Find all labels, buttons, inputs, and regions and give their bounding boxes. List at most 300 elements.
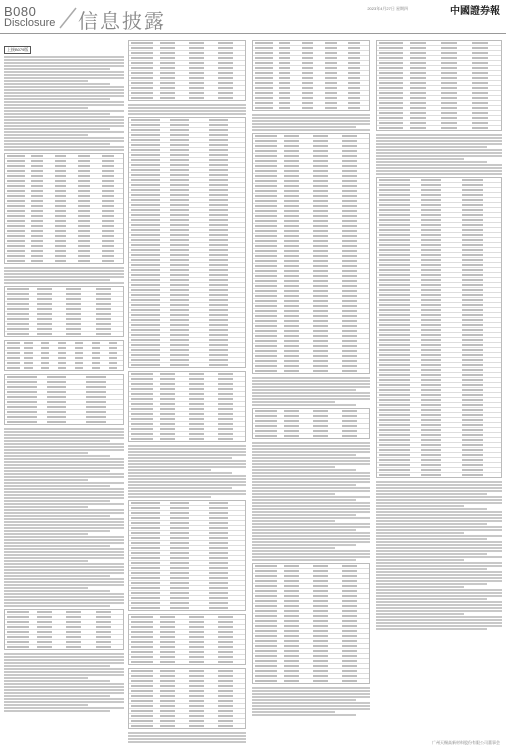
text-line (128, 478, 246, 480)
table-cell (209, 224, 228, 226)
table-cell (218, 393, 233, 395)
text-line (4, 128, 110, 130)
text-line (4, 659, 124, 661)
text-line (252, 553, 370, 555)
text-line (376, 610, 502, 612)
table-cell (218, 62, 233, 64)
table-cell (284, 655, 299, 657)
table-cell (284, 265, 299, 267)
table-cell (313, 570, 328, 572)
table-cell (7, 396, 37, 398)
table-cell (218, 413, 233, 415)
table-cell (313, 280, 328, 282)
table-cell (325, 107, 337, 109)
table-cell (472, 62, 488, 64)
table-cell (348, 57, 360, 59)
table-cell (131, 547, 160, 549)
table-cell (209, 269, 228, 271)
table-cell (218, 92, 233, 94)
table-cell (313, 155, 328, 157)
table-cell (313, 150, 328, 152)
table-cell (209, 567, 228, 569)
table-cell (421, 224, 442, 226)
table-cell (7, 367, 20, 369)
table-cell (218, 725, 233, 727)
table-cell (131, 324, 160, 326)
text-line (376, 553, 487, 555)
table-cell (441, 67, 457, 69)
table-cell (379, 354, 410, 356)
table-cell (421, 209, 442, 211)
table-cell (313, 350, 328, 352)
text-line (252, 484, 356, 486)
text-line (376, 532, 464, 534)
table-cell (189, 433, 204, 435)
table-cell (131, 329, 160, 331)
table-cell (131, 139, 160, 141)
table-cell (441, 47, 457, 49)
table-cell (472, 42, 488, 44)
table-cell (284, 640, 299, 642)
table-cell (131, 289, 160, 291)
table-cell (348, 72, 360, 74)
table-cell (170, 189, 189, 191)
table-cell (342, 190, 357, 192)
text-line (252, 538, 370, 540)
text-line (376, 164, 502, 166)
data-table (376, 40, 502, 131)
table-cell (342, 365, 357, 367)
table-cell (472, 97, 488, 99)
table-cell (78, 185, 90, 187)
table-cell (379, 289, 410, 291)
table-cell (284, 665, 299, 667)
text-line (252, 550, 370, 552)
table-cell (189, 62, 204, 64)
text-block (376, 134, 502, 175)
table-cell (284, 430, 299, 432)
table-cell (379, 62, 402, 64)
table-cell (55, 215, 67, 217)
table-cell (410, 57, 426, 59)
text-line (4, 488, 124, 490)
table-cell (131, 695, 153, 697)
text-block (128, 104, 246, 115)
text-line (4, 575, 110, 577)
table-cell (170, 517, 189, 519)
table-cell (342, 595, 357, 597)
table-cell (102, 240, 114, 242)
table-cell (209, 134, 228, 136)
text-line (128, 107, 246, 109)
table-cell (170, 229, 189, 231)
table-cell (189, 661, 204, 663)
table-cell (131, 621, 153, 623)
table-cell (441, 112, 457, 114)
table-cell (342, 280, 357, 282)
text-line (128, 460, 246, 462)
table-cell (342, 360, 357, 362)
table-cell (284, 340, 299, 342)
text-line (4, 692, 124, 694)
table-cell (131, 680, 153, 682)
text-line (252, 448, 370, 450)
table-cell (284, 330, 299, 332)
table-cell (131, 264, 160, 266)
text-line (376, 622, 502, 624)
table-cell (284, 165, 299, 167)
table-cell (279, 77, 291, 79)
table-cell (131, 592, 160, 594)
table-cell (342, 630, 357, 632)
table-cell (131, 349, 160, 351)
table-cell (31, 175, 43, 177)
table-cell (170, 309, 189, 311)
table-cell (7, 170, 25, 172)
table-cell (7, 155, 25, 157)
table-cell (472, 47, 488, 49)
table-cell (421, 374, 442, 376)
table-cell (189, 675, 204, 677)
table-cell (160, 715, 175, 717)
table-cell (279, 87, 291, 89)
table-cell (7, 381, 37, 383)
table-cell (209, 249, 228, 251)
table-cell (131, 67, 153, 69)
table-cell (379, 309, 410, 311)
table-cell (302, 77, 314, 79)
text-line (252, 696, 370, 698)
text-line (252, 711, 335, 713)
table-cell (284, 645, 299, 647)
text-line (4, 548, 124, 550)
table-cell (78, 215, 90, 217)
table-cell (313, 585, 328, 587)
table-cell (170, 129, 189, 131)
table-cell (279, 42, 291, 44)
table-cell (441, 97, 457, 99)
table-cell (284, 355, 299, 357)
text-line (4, 95, 124, 97)
table-cell (209, 547, 228, 549)
table-cell (92, 352, 100, 354)
text-block (252, 114, 370, 131)
table-cell (189, 705, 204, 707)
text-line (4, 593, 124, 595)
table-cell (313, 670, 328, 672)
table-cell (189, 373, 204, 375)
table-cell (284, 435, 299, 437)
table-cell (441, 57, 457, 59)
text-line (252, 451, 370, 453)
table-cell (255, 175, 277, 177)
table-cell (421, 184, 442, 186)
table-cell (170, 199, 189, 201)
table-cell (131, 159, 160, 161)
table-cell (209, 284, 228, 286)
table-cell (55, 255, 67, 257)
table-cell (313, 425, 328, 427)
table-cell (131, 641, 153, 643)
section-en: Disclosure (4, 17, 56, 29)
table-cell (284, 625, 299, 627)
text-line (252, 463, 370, 465)
table-cell (209, 349, 228, 351)
table-cell (170, 527, 189, 529)
table-cell (379, 244, 410, 246)
table-cell (218, 710, 233, 712)
table-cell (218, 428, 233, 430)
table-cell (75, 367, 83, 369)
table-cell (313, 175, 328, 177)
table-cell (313, 605, 328, 607)
table-cell (284, 615, 299, 617)
table-cell (410, 127, 426, 129)
table-cell (7, 220, 25, 222)
table-cell (255, 420, 277, 422)
table-cell (31, 200, 43, 202)
table-cell (348, 67, 360, 69)
table-cell (96, 631, 111, 633)
table-cell (189, 383, 204, 385)
table-cell (37, 323, 52, 325)
text-line (252, 386, 370, 388)
table-cell (284, 150, 299, 152)
table-cell (31, 240, 43, 242)
text-line (128, 475, 246, 477)
text-line (376, 167, 502, 169)
table-cell (7, 421, 37, 423)
text-line (128, 110, 246, 112)
table-cell (284, 335, 299, 337)
text-line (4, 521, 124, 523)
table-cell (170, 134, 189, 136)
table-cell (342, 305, 357, 307)
table-cell (421, 324, 442, 326)
table-cell (462, 304, 483, 306)
data-table (252, 408, 370, 439)
table-cell (55, 260, 67, 262)
table-cell (7, 313, 29, 315)
table-cell (131, 532, 160, 534)
table-cell (342, 585, 357, 587)
table-cell (170, 364, 189, 366)
table-cell (7, 391, 37, 393)
data-table (252, 133, 370, 374)
text-line (128, 469, 211, 471)
table-cell (255, 575, 277, 577)
table-cell (313, 415, 328, 417)
table-cell (379, 77, 402, 79)
table-cell (284, 280, 299, 282)
text-line (376, 502, 502, 504)
table-cell (160, 690, 175, 692)
table-cell (160, 646, 175, 648)
table-cell (379, 87, 402, 89)
table-cell (131, 209, 160, 211)
table-cell (86, 421, 106, 423)
table-cell (441, 107, 457, 109)
table-cell (255, 205, 277, 207)
table-cell (170, 512, 189, 514)
text-line (252, 377, 370, 379)
section-heading: 上接B079版 (4, 46, 31, 54)
table-cell (102, 220, 114, 222)
table-cell (209, 602, 228, 604)
text-line (128, 484, 246, 486)
table-cell (131, 562, 160, 564)
table-cell (379, 224, 410, 226)
table-cell (421, 414, 442, 416)
table-cell (58, 347, 66, 349)
table-cell (58, 342, 66, 344)
table-cell (209, 164, 228, 166)
table-cell (379, 339, 410, 341)
table-cell (302, 87, 314, 89)
data-table (128, 668, 246, 729)
text-line (4, 428, 124, 430)
table-cell (284, 350, 299, 352)
text-line (252, 511, 370, 513)
table-cell (325, 57, 337, 59)
table-cell (209, 607, 228, 609)
table-cell (7, 328, 29, 330)
table-cell (472, 67, 488, 69)
table-cell (279, 72, 291, 74)
table-cell (78, 240, 90, 242)
table-cell (348, 87, 360, 89)
table-cell (31, 250, 43, 252)
table-cell (379, 464, 410, 466)
table-cell (131, 651, 153, 653)
table-cell (131, 299, 160, 301)
table-cell (218, 715, 233, 717)
table-cell (255, 195, 277, 197)
table-cell (41, 342, 49, 344)
text-line (376, 517, 502, 519)
table-cell (7, 260, 25, 262)
text-block (4, 653, 124, 712)
table-cell (102, 225, 114, 227)
table-cell (131, 626, 153, 628)
table-cell (284, 200, 299, 202)
table-cell (209, 214, 228, 216)
table-cell (96, 308, 111, 310)
text-line (252, 499, 356, 501)
text-line (4, 485, 110, 487)
table-cell (131, 587, 160, 589)
table-cell (325, 102, 337, 104)
text-line (376, 158, 464, 160)
text-line (4, 674, 124, 676)
text-line (252, 502, 370, 504)
table-cell (348, 107, 360, 109)
table-cell (255, 185, 277, 187)
table-cell (342, 285, 357, 287)
table-cell (255, 345, 277, 347)
table-cell (131, 344, 160, 346)
table-row (5, 420, 123, 424)
table-cell (284, 290, 299, 292)
table-cell (462, 324, 483, 326)
table-cell (58, 352, 66, 354)
table-cell (462, 334, 483, 336)
text-line (376, 595, 502, 597)
table-cell (255, 410, 277, 412)
table-cell (7, 416, 37, 418)
table-cell (379, 319, 410, 321)
table-cell (342, 650, 357, 652)
table-cell (284, 570, 299, 572)
table-cell (441, 77, 457, 79)
table-cell (342, 225, 357, 227)
table-cell (102, 180, 114, 182)
table-cell (342, 415, 357, 417)
table-cell (342, 605, 357, 607)
table-cell (284, 225, 299, 227)
table-cell (102, 195, 114, 197)
table-cell (170, 159, 189, 161)
table-cell (379, 389, 410, 391)
table-cell (284, 605, 299, 607)
text-line (252, 472, 370, 474)
table-cell (462, 224, 483, 226)
table-cell (209, 537, 228, 539)
table-cell (313, 145, 328, 147)
table-cell (209, 184, 228, 186)
text-line (4, 572, 124, 574)
table-cell (189, 408, 204, 410)
text-line (4, 467, 124, 469)
table-cell (7, 342, 20, 344)
table-cell (66, 293, 81, 295)
table-cell (421, 219, 442, 221)
table-cell (379, 424, 410, 426)
header-rule (0, 33, 506, 34)
text-line (376, 538, 487, 540)
table-cell (218, 378, 233, 380)
table-cell (209, 299, 228, 301)
text-line (4, 68, 110, 70)
text-line (128, 466, 246, 468)
text-line (252, 457, 370, 459)
table-cell (170, 174, 189, 176)
text-line (376, 604, 502, 606)
text-line (4, 569, 124, 571)
table-cell (255, 670, 277, 672)
table-cell (7, 230, 25, 232)
text-line (252, 505, 370, 507)
table-cell (379, 72, 402, 74)
table-cell (170, 557, 189, 559)
table-cell (379, 239, 410, 241)
table-cell (37, 646, 52, 648)
table-cell (462, 289, 483, 291)
text-line (252, 708, 370, 710)
table-cell (379, 429, 410, 431)
table-cell (313, 260, 328, 262)
table-cell (131, 224, 160, 226)
table-cell (209, 577, 228, 579)
table-cell (37, 626, 52, 628)
table-cell (75, 347, 83, 349)
table-cell (170, 339, 189, 341)
table-cell (379, 122, 402, 124)
table-cell (86, 396, 106, 398)
table-cell (284, 675, 299, 677)
table-cell (131, 189, 160, 191)
table-cell (218, 616, 233, 618)
